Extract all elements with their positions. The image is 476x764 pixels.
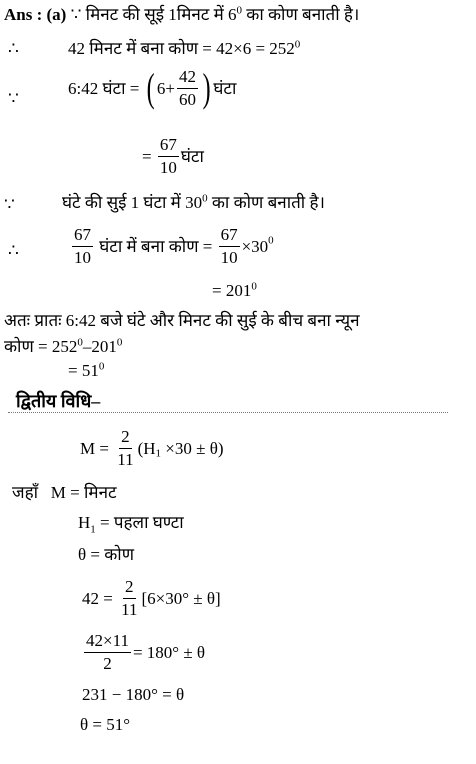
denominator: 10 (220, 247, 238, 267)
numerator: 2 (123, 578, 136, 599)
dotted-divider (8, 412, 448, 413)
hour-result-line (142, 136, 204, 177)
degree-mark: 0 (77, 336, 83, 349)
hour-angle-result (212, 282, 257, 299)
numerator: 42×11 (84, 632, 131, 653)
minute-hand-statement-tail: का कोण बनाती है। (246, 5, 360, 24)
hour-hand-statement (62, 194, 325, 211)
theta-definition: θ = कोण (78, 545, 134, 564)
hour-hand-tail: का कोण बनाती है। (211, 193, 325, 212)
denominator: 10 (159, 157, 177, 177)
conclusion-line-1: अतः प्रातः 6:42 बजे घंटे और मिनट की सुई के बीच बना न्यून (4, 311, 360, 330)
minute-hand-statement: मिनट की सूई 1मिनट में 6 (85, 5, 237, 24)
hour-hand-text: घंटे की सुई 1 घंटा में 30 (62, 193, 203, 212)
general-formula (80, 428, 224, 469)
hour-lhs: 6:42 घंटा = (68, 78, 140, 98)
minute-angle-text: 42 मिनट में बना कोण = 42×6 = 252 (68, 39, 295, 58)
because-symbol-2: ∵ (8, 89, 19, 108)
h1-definition (78, 513, 184, 536)
equals-sign: = (142, 146, 152, 166)
numerator: 42 (177, 68, 198, 89)
subscript-one: 1 (90, 523, 96, 536)
plus-sign: + (165, 78, 176, 98)
step2-rhs: = 180° ± θ (132, 642, 206, 662)
fraction-67-10 (72, 226, 93, 267)
numerator: 2 (119, 428, 132, 449)
formula-rhs-a: (H (137, 438, 156, 458)
step1-lhs: 42 = (82, 588, 113, 608)
degree-mark: 0 (202, 192, 208, 205)
minute-angle-line (68, 40, 300, 57)
hour-unit: घंटा (180, 146, 204, 166)
denominator: 11 (121, 599, 138, 619)
hour-angle-text: घंटा में बना कोण = (99, 236, 213, 256)
because-symbol: ∵ (70, 5, 82, 24)
h-letter: H (78, 513, 91, 532)
where-label: जहाँ (12, 483, 39, 502)
left-paren: ( (146, 65, 155, 111)
step1-rhs: [6×30° ± θ] (141, 588, 221, 608)
denominator: 11 (117, 449, 134, 469)
formula-rhs-b: ×30 ± θ) (161, 438, 224, 458)
fraction-2-11 (119, 578, 139, 619)
step-result: θ = 51° (80, 715, 131, 734)
numerator: 67 (219, 226, 240, 247)
hour-angle-line (70, 226, 274, 267)
denominator: 60 (179, 89, 197, 109)
degree-mark: 0 (98, 360, 105, 373)
numerator: 67 (158, 136, 179, 157)
step-multiply (82, 632, 205, 673)
degree-mark: 0 (236, 4, 243, 17)
therefore-symbol-2: ∴ (8, 241, 19, 260)
hour-angle-value: = 201 (212, 281, 252, 300)
fraction-67-10 (158, 136, 179, 177)
hour-unit: घंटा (213, 78, 237, 98)
denominator: 2 (103, 653, 112, 673)
right-paren: ) (202, 65, 211, 111)
denominator: 10 (74, 247, 91, 267)
answer-line (4, 6, 359, 23)
step-subtract: 231 − 180° = θ (82, 685, 185, 704)
fraction-2-11 (115, 428, 135, 469)
method-two-heading: द्वितीय विधि– (16, 391, 101, 411)
fraction-67-10-b (219, 226, 240, 267)
formula-lhs: M = (80, 438, 109, 458)
where-line (12, 484, 117, 501)
answer-label: Ans : (a) (4, 5, 67, 24)
fraction-42-60 (177, 68, 198, 109)
therefore-symbol-1: ∴ (8, 39, 19, 58)
angle-diff-b: –201 (82, 337, 117, 356)
six-value: 6 (156, 78, 166, 98)
m-definition: M = मिनट (50, 483, 117, 502)
subscript-one: 1 (155, 447, 162, 460)
degree-mark: 0 (268, 234, 274, 247)
final-angle: = 51 (68, 361, 99, 380)
conclusion-line-3 (68, 362, 104, 379)
step-substitute (82, 578, 221, 619)
degree-mark: 0 (251, 280, 257, 293)
because-symbol-3: ∵ (4, 195, 15, 214)
conclusion-line-2 (4, 338, 122, 355)
angle-diff-a: कोण = 252 (4, 337, 78, 356)
fraction-42x11-2 (84, 632, 131, 673)
h-meaning: = पहला घण्टा (95, 513, 184, 532)
degree-mark: 0 (116, 336, 123, 349)
numerator: 67 (72, 226, 93, 247)
degree-mark: 0 (294, 38, 301, 51)
times-thirty: ×30 (241, 236, 269, 256)
hour-fraction-line (68, 65, 237, 111)
